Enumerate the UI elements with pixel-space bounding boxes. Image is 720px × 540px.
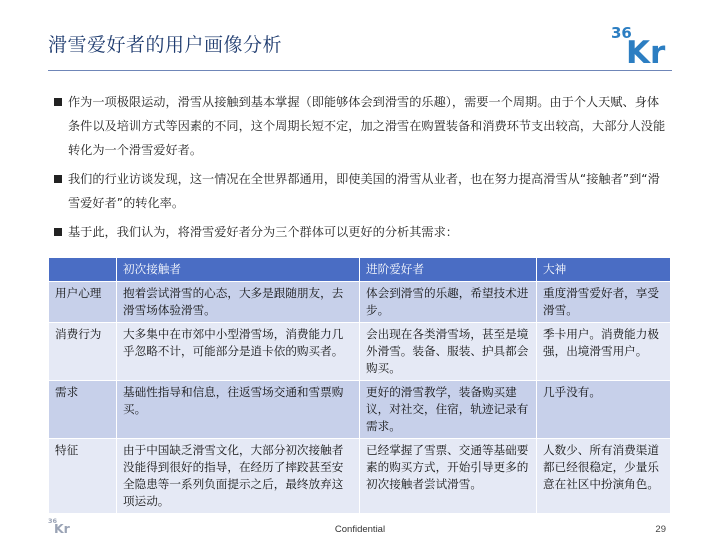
table-cell: 大多集中在市郊中小型滑雪场，消费能力几乎忽略不计，可能部分是逍卡依的购买者。 [117,323,360,381]
table-cell: 由于中国缺乏滑雪文化，大部分初次接触者没能得到很好的指导，在经历了摔跤甚至安全隐患等一系列负面提示之后，最终放弃这项运动。 [117,439,360,514]
bullet-item [54,90,666,162]
title-divider [48,70,672,71]
table-header-row [49,258,671,282]
header-advanced: 进阶爱好者 [360,258,537,282]
header-empty [49,258,117,282]
bullet-text: 基于此，我们认为，将滑雪爱好者分为三个群体可以更好的分析其需求： [68,225,458,239]
table-cell: 人数少、所有消费渠道都已经很稳定，少量乐意在社区中扮演角色。 [537,439,671,514]
table-cell: 重度滑雪爱好者，享受滑雪。 [537,282,671,323]
header-first-timer: 初次接触者 [117,258,360,282]
bullet-item [54,167,666,215]
bullet-square-icon [54,175,62,183]
table-cell: 几乎没有。 [537,381,671,439]
table-row [49,323,671,381]
table-cell: 已经掌握了雪票、交通等基础要素的购买方式，开始引导更多的初次接触者尝试滑雪。 [360,439,537,514]
row-label: 消费行为 [49,323,117,381]
bullet-item [54,220,666,244]
table-cell: 更好的滑雪教学，装备购买建议，对社交，住宿，轨迹记录有需求。 [360,381,537,439]
svg-text:Kr: Kr [626,35,666,66]
table-cell: 抱着尝试滑雪的心态，大多是跟随朋友，去滑雪场体验滑雪。 [117,282,360,323]
header-expert: 大神 [537,258,671,282]
user-profile-table [48,257,671,514]
svg-text:36: 36 [48,517,58,525]
bullet-text: 作为一项极限运动，滑雪从接触到基本掌握（即能够体会到滑雪的乐趣），需要一个周期。由于个人天赋、身体条件以及培训方式等因素的不同，这个周期长短不定，加之滑雪在购置装备和消费环节支出较高，大部分人没能转化为一个滑雪爱好者。 [68,95,666,157]
table-row [49,439,671,514]
confidential-label: Confidential [334,524,386,535]
page-number: 29 [655,524,666,535]
table-cell: 会出现在各类滑雪场，甚至是境外滑雪。装备、服装、护具都会购买。 [360,323,537,381]
row-label: 用户心理 [49,282,117,323]
svg-text:Kr: Kr [54,521,70,534]
slide-title: 滑雪爱好者的用户画像分析 [48,34,283,56]
table-row [49,282,671,323]
bullet-list [54,90,666,249]
bullet-square-icon [54,228,62,236]
bullet-text: 我们的行业访谈发现，这一情况在全世界都通用，即使美国的滑雪从业者，也在努力提高滑雪从“接触者”到“滑雪爱好者”的转化率。 [68,172,660,210]
row-label: 需求 [49,381,117,439]
svg-text:36: 36 [611,24,632,42]
table-cell: 季卡用户。消费能力极强，出境滑雪用户。 [537,323,671,381]
table-cell: 体会到滑雪的乐趣，希望技术进步。 [360,282,537,323]
36kr-logo [610,22,674,66]
table-row [49,381,671,439]
table-cell: 基础性指导和信息，往返雪场交通和雪票购买。 [117,381,360,439]
row-label: 特征 [49,439,117,514]
bullet-square-icon [54,98,62,106]
